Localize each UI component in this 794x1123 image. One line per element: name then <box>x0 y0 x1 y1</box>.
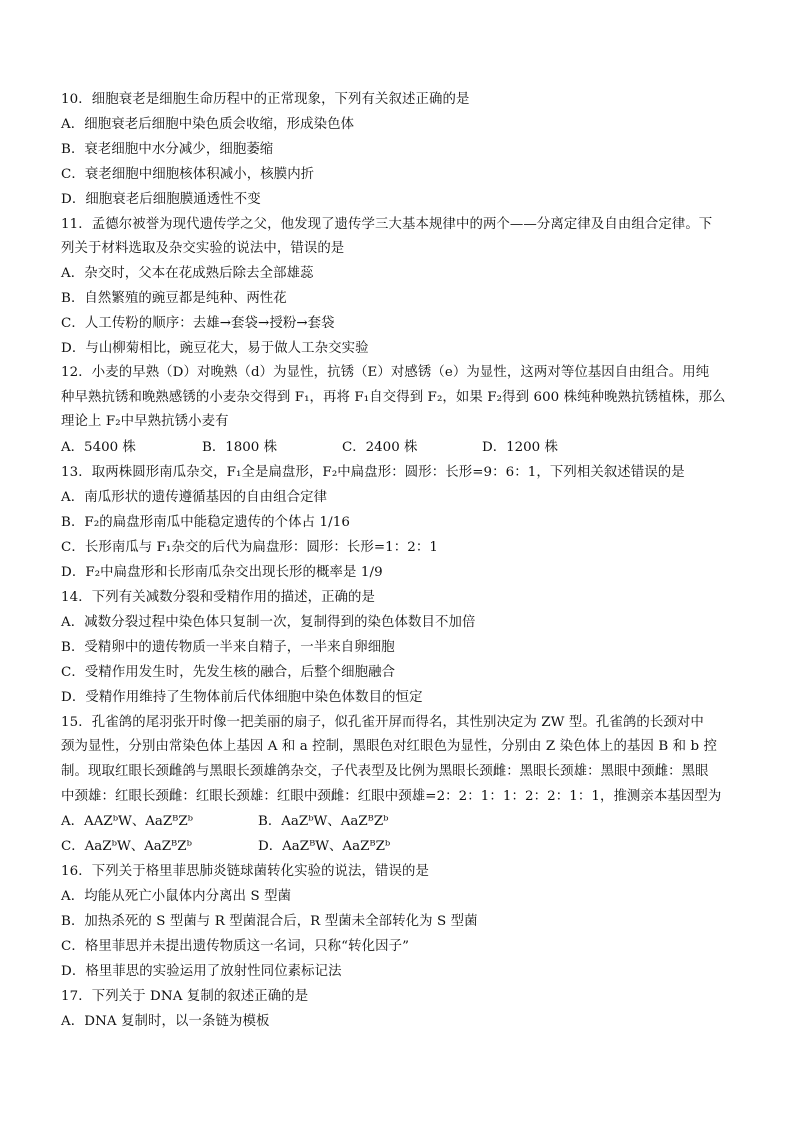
q16-option-a: A．均能从死亡小鼠体内分离出 S 型菌 <box>61 889 292 904</box>
q11-option-a: A．杂交时，父本在花成熟后除去全部雄蕊 <box>61 266 314 281</box>
q13-option-c: C．长形南瓜与 F₁杂交的后代为扁盘形：圆形：长形=1：2：1 <box>61 540 439 555</box>
q14-option-a: A．减数分裂过程中染色体只复制一次，复制得到的染色体数目不加倍 <box>61 615 476 630</box>
q12-stem-line-3: 理论上 F₂中早熟抗锈小麦有 <box>61 414 229 429</box>
q11-option-b: B．自然繁殖的豌豆都是纯种、两性花 <box>61 291 287 306</box>
q11-stem-line-2: 列关于材料选取及杂交实验的说法中，错误的是 <box>61 241 345 256</box>
q16-stem: 16．下列关于格里菲思肺炎链球菌转化实验的说法，错误的是 <box>61 864 429 879</box>
q11-option-c: C．人工传粉的顺序：去雄→套袋→授粉→套袋 <box>61 316 335 331</box>
q13-stem: 13．取两株圆形南瓜杂交，F₁全是扁盘形，F₂中扁盘形：圆形：长形=9：6：1，下列相关叙述错误的是 <box>61 465 685 480</box>
q14-stem: 14．下列有关减数分裂和受精作用的描述，正确的是 <box>61 590 376 605</box>
q10-stem: 10．细胞衰老是细胞生命历程中的正常现象，下列有关叙述正确的是 <box>61 92 470 107</box>
q17-option-a: A．DNA 复制时，以一条链为模板 <box>61 1014 270 1029</box>
q15-option-d: D．AaZᴮW、AaZᴮZᵇ <box>258 839 391 854</box>
q15-option-b: B．AaZᵇW、AaZᴮZᵇ <box>258 814 389 829</box>
q14-option-d: D．受精作用维持了生物体前后代体细胞中染色体数目的恒定 <box>61 690 423 705</box>
q15-option-c: C．AaZᵇW、AaZᴮZᵇ <box>61 839 192 854</box>
q12-stem-line-1: 12．小麦的早熟（D）对晚熟（d）为显性，抗锈（E）对感锈（e）为显性，这两对等位基因自由组合。用纯 <box>61 365 710 380</box>
q10-option-d: D．细胞衰老后细胞膜通透性不变 <box>61 192 261 207</box>
q15-stem-line-4: 中颈雄：红眼长颈雌：红眼长颈雄：红眼中颈雌：红眼中颈雄=2：2：1：1：2：2：1：1，推测亲本基因型为 <box>61 789 722 804</box>
q15-stem-line-3: 制。现取红眼长颈雌鸽与黑眼长颈雄鸽杂交，子代表型及比例为黑眼长颈雌：黑眼长颈雄：黑眼中颈雌：黑眼 <box>61 764 709 779</box>
q15-stem-line-1: 15．孔雀鸽的尾羽张开时像一把美丽的扇子，似孔雀开屏而得名，其性别决定为 ZW 型。孔雀鸽的长颈对中 <box>61 715 704 730</box>
q12-option-b: B．1800 株 <box>202 440 277 455</box>
q10-option-b: B．衰老细胞中水分减少，细胞萎缩 <box>61 142 274 157</box>
q11-stem-line-1: 11．孟德尔被誉为现代遗传学之父，他发现了遗传学三大基本规律中的两个——分离定律及自由组合定律。下 <box>61 217 713 232</box>
q12-stem-line-2: 种早熟抗锈和晚熟感锈的小麦杂交得到 F₁，再将 F₁自交得到 F₂，如果 F₂得到 600 株纯种晚熟抗锈植株，那么 <box>61 390 726 405</box>
q13-option-b: B．F₂的扁盘形南瓜中能稳定遗传的个体占 1/16 <box>61 515 350 530</box>
q16-option-d: D．格里菲思的实验运用了放射性同位素标记法 <box>61 964 342 979</box>
q16-option-b: B．加热杀死的 S 型菌与 R 型菌混合后，R 型菌未全部转化为 S 型菌 <box>61 914 478 929</box>
q10-option-c: C．衰老细胞中细胞核体积减小，核膜内折 <box>61 167 315 182</box>
q14-option-b: B．受精卵中的遗传物质一半来自精子，一半来自卵细胞 <box>61 640 395 655</box>
q11-option-d: D．与山柳菊相比，豌豆花大，易于做人工杂交实验 <box>61 341 369 356</box>
q15-stem-line-2: 颈为显性，分别由常染色体上基因 A 和 a 控制，黑眼色对红眼色为显性，分别由 Z 染色体上的基因 B 和 b 控 <box>61 739 718 754</box>
q14-option-c: C．受精作用发生时，先发生核的融合，后整个细胞融合 <box>61 665 396 680</box>
q12-option-a: A．5400 株 <box>61 440 136 455</box>
q15-option-a: A．AAZᵇW、AaZᴮZᵇ <box>61 814 194 829</box>
q16-option-c: C．格里菲思并未提出遗传物质这一名词，只称“转化因子” <box>61 939 410 954</box>
q12-option-d: D．1200 株 <box>482 440 558 455</box>
q13-option-a: A．南瓜形状的遗传遵循基因的自由组合定律 <box>61 490 328 505</box>
q10-option-a: A．细胞衰老后细胞中染色质会收缩，形成染色体 <box>61 117 355 132</box>
q13-option-d: D．F₂中扁盘形和长形南瓜杂交出现长形的概率是 1/9 <box>61 565 383 580</box>
q17-stem: 17．下列关于 DNA 复制的叙述正确的是 <box>61 989 309 1004</box>
q12-option-c: C．2400 株 <box>342 440 418 455</box>
